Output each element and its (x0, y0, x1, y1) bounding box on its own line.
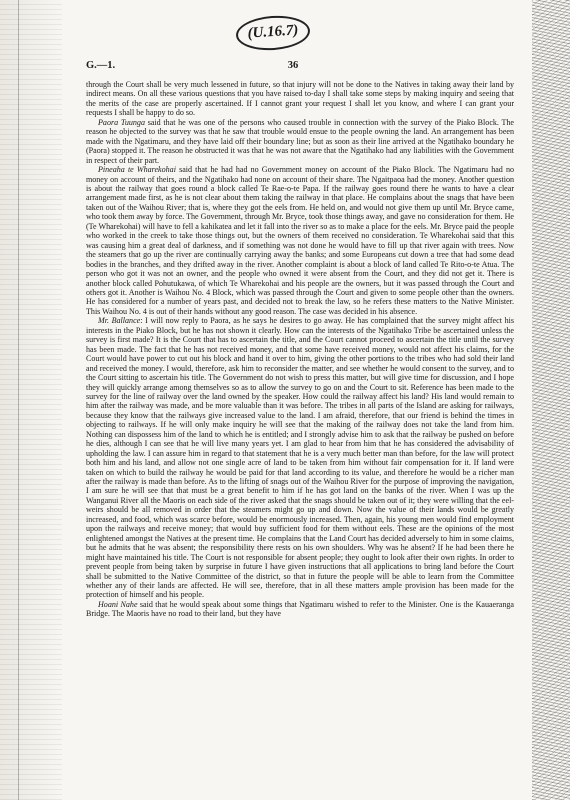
speaker-name: Mr. Ballance (98, 316, 141, 326)
paragraph (86, 118, 514, 165)
paragraph (86, 165, 514, 316)
paragraph-text: through the Court shall be very much lessened in future, so that injury will not be done to the Natives in taking away their land by indirect means. On all these various questions that you have raised to-day I shall take some steps by making inquiry and seeing that the merits of the case are properly ascertained. If I cannot grant your request I shall let you know, and where I can grant your requests I shall be happy to do so. (86, 80, 514, 118)
paragraph-text: said that he had had no Government money on account of the Piako Block. The Ngatimaru had no money on account of theirs, and the Ngatihako had none on account of their share. The Ngaitpaoa had the money. Another question is about the railway that goes round a block called Te Rae-o-te Papa. If the railway goes round there he wants to have a clear arrangement made first, as he is not clear about them taking the railway in that place. He complains about the snags that have been taken out of the Waihou River; that is, where they got the eels from. He held on, and would not give them up until Mr. Bryce came, who took them away by force. The Government, through Mr. Bryce, took those things away, and gave no consideration for them. He (Te Wharekohai) will have to fell a kahikatea and let it fall into the river so as to make a place for the eels. Mr. Bryce paid the people who worked in the creek to take those things out, but the owners of them received no consideration. Te Wharekohai said that this was causing him a great deal of darkness, and if something was not done he would have to fill up that river again with trees. Now the steamers that go up the river are continually carrying away the banks; and some Europeans cut down a tree that had some dead bodies in the branches, and they drifted away in the river. Another complaint is about a block of land called Te Rito-o-te Atua. The person who got it was not an owner, and the people who owned it were absent from the Court, and they did not get it. There is another block called Pohutukawa, of which Te Wharekohai and his people are the owners, but it was passed through the Court and others got it. Another is Waihou No. 4 Block, which was passed through the Court and given to some people other than the owners. He has considered for a number of years past, and decided not to break the law, so he refers these matters to the Native Minister. This Waihou No. 4 is out of their hands without any good reason. The case was decided in his absence. (86, 165, 514, 316)
document-body (86, 80, 514, 792)
page-torn-edge (532, 0, 570, 800)
paragraph (86, 600, 514, 619)
archive-stamp: (U.16.7) (235, 13, 311, 52)
page-binding-edge (0, 0, 62, 800)
speaker-name: Paora Tuunga (98, 117, 145, 127)
paragraph (86, 316, 514, 600)
page-number: 36 (287, 60, 299, 71)
speaker-name: Pineaha te Wharekohai (98, 165, 176, 175)
speaker-name: Hoani Nahe (98, 599, 138, 609)
paragraph (86, 80, 514, 118)
paragraph-text: said that he was one of the persons who caused trouble in connection with the survey of the Piako Block. The reason he objected to the survey was that he saw that trouble would ensue to the people owning the land. An arrangement has been made with the Ngatimaru, and they have laid off their boundary line; but as soon as their line arrived at the Ngatihako boundary he (Paora) stopped it. The reason he obstructed it was that he was not aware that the Ngatihako had any liabilities with the Government in respect of their part. (86, 117, 514, 165)
paragraph-text: said that he would speak about some things that Ngatimaru wished to refer to the Minister. One is the Kauaeranga Bridge. The Maoris have no road to their land, but they have (86, 599, 514, 619)
paragraph-text: : I will now reply to Paora, as he says he desires to go away. He has complained that the survey might affect his interests in the Piako Block, but he has not shown it clearly. How can the interests of the Ngatihako Tribe be ascertained unless the survey is first made? It is the Court that has to ascertain the title, and the Court cannot proceed to ascertain the title until the survey has been made. The fact that he has not received money, and that some have received money, would not affect his claims, for the Court would have power to cut out his block and hand it over to him, giving the other portions to the tribes who had sold their land and received the money. I would, therefore, ask him to reconsider the matter, and see whether he would consent to the survey, and to the Court sitting to ascertain his title. The Government do not wish to press this matter, but will give time for discussion, and I hope they will quickly arrange among themselves so as to allow the survey to go on and the Court to sit. Reference has been made to the survey for the line of railway over the land owned by the speaker. How could the railway affect his land? His land would remain to him after the railway was made, and be more valuable than it was before. The tribes in all parts of the Island are asking for railways, because they know that the railways give increased value to the land. I am afraid, therefore, that our friend is behind the times in objecting to railways. If he will only make inquiry he will see that the making of the railway does not take the land from him. Nothing can dispossess him of the land to which he is entitled; and I strongly advise him to ask that the railway be pushed on before he dies, although I can see that he will live many years yet. I am glad to hear from him that he has considered the advisability of upholding the law. I can assure him in regard to that statement that he is a very much better man than before, for the law will protect both him and his land, and allow not one single acre of land to be taken from him without fair compensation for it. If land were taken on which to build the railway he would be paid for that land according to its value, and therefore he would be a richer man after the railway is made than before. As to the lifting of snags out of the Waihou River for the purpose of improving the navigation, I am sure he will see that that must be a great benefit to him if he has got land on the banks of the river. When I was up the Wanganui River all the Maoris on each side of the river asked that the snags should be taken out of it; they were willing that the eel-weirs should be all removed in order that the steamers might go up and down. Now the value of their lands would be greatly increased, and food, which was scarce before, would be enormously increased. Then, again, his young men would find employment upon the railways and receive money; that would buy sufficient food for them without eels. These are the opinions of the most enlightened amongst the Natives at the present time. He complains that the Land Court has decided adversely to him in some claims, but he admits that he was absent; the responsibility there rests on his own shoulders. Why was he absent? If he had been there he might have maintained his title. The Court is not responsible for absent people; they ought to look after their own rights. In order to prevent people from being taken by surprise in future I have given instructions that all applications to bring land before the Court shall be submitted to the Native Committee of the district, so that in future the people will be able to learn from the Committee whether any of their lands are affected. He will see, therefore, that in all these matters ample provision has been made for the protection of himself and his people. (86, 316, 514, 600)
section-code: G.—1. (86, 60, 116, 71)
